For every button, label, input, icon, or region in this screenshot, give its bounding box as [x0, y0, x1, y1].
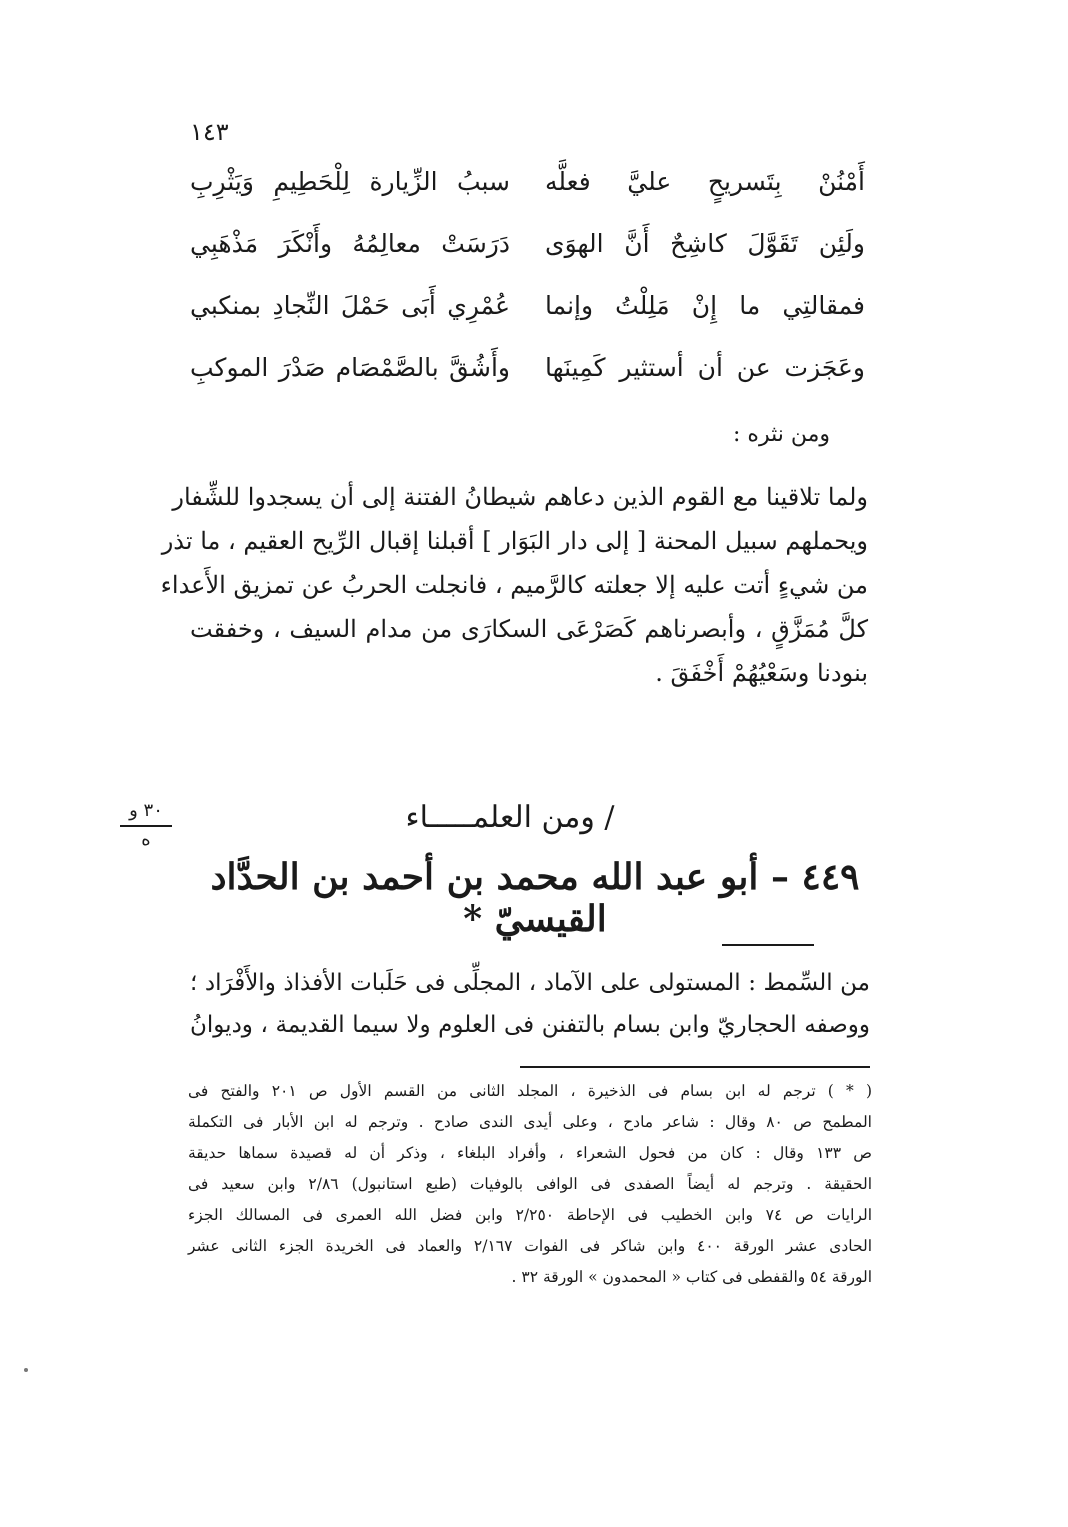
footnote-line: ص ١٣٣ وقال : كان من فحول الشعراء ، وأفراد البلغاء ، وذكر أن له قصيدة سماها حديقة [188, 1144, 872, 1162]
margin-folio-note [120, 800, 172, 850]
verse-line [190, 150, 865, 212]
footnote-line: المطمح ص ٨٠ وقال : شاعر مادح ، وعلى أيدى الندى صادح . وترجم له ابن الأبار فى التكملة [188, 1113, 872, 1131]
prose-paragraph [160, 475, 868, 695]
margin-note-denominator: ه [141, 829, 151, 850]
biography-title: ٤٤٩ – أبو عبد الله محمد بن أحمد بن الحدَّاد القيسيّ * [210, 856, 860, 940]
biography-body [190, 962, 870, 1046]
verse-second-hemistich: عُمْرِي أَبَى حَمْلَ النِّجادِ بمنكبي [190, 290, 510, 320]
footnotes [188, 1076, 872, 1293]
verse-first-hemistich: فمقالتِي ما إِنْ مَلِلْتُ وإنما [545, 290, 865, 320]
poem-verses [190, 150, 865, 398]
footnote-line: الحادى عشر الورقة ٤٠٠ وابن شاكر فى الفوات ٢/١٦٧ والعماد فى الخريدة الجزء الثانى عشر [188, 1237, 872, 1255]
prose-line: من شيءٍ أتت عليه إلا جعلته كالرَّميم ، فانجلت الحربُ عن تمزيق الأَعداء [160, 571, 868, 599]
verse-second-hemistich: سببُ الزِّيارة لِلْحَطِيمِ وَيَثْرِبِ [190, 166, 510, 196]
prose-line: ولما تلاقينا مع القوم الذين دعاهم شيطانُ الفتنة إلى أن يسجدوا للشِّفار [172, 483, 868, 511]
body-line: من السِّمط : المستولى على الآماد ، المجلِّى فى حَلَبات الأفذاذ والأَفْرَاد ؛ [190, 970, 870, 996]
prose-intro: ومن نثره : [733, 422, 830, 447]
footnote-line: الرايات ص ٧٤ وابن الخطيب فى الإحاطة ٢/٢٥٠ وابن فضل الله العمرى فى المسالك الجزء [188, 1206, 872, 1224]
prose-line: كلَّ مُمَزَّقٍ ، وأبصرناهم كَصَرْعَى السكارَى من مدام السيف ، وخفقت [190, 615, 868, 643]
footnote-line: الحقيقة . وترجم له أيضاً الصفدى فى الوافى بالوفيات (طبع استانبول) ٢/٨٦ وابن سعيد فى [188, 1175, 873, 1193]
source-underline [722, 944, 814, 946]
prose-line: ويحملهم سبيل المحنة [ إلى دار البَوَار ] أقبلنا إقبال الرِّيح العقيم ، ما تذر [161, 527, 868, 555]
footnote-line: الورقة ٥٤ والقفطى فى كتاب « المحمدون » الورقة ٣٢ . [511, 1268, 872, 1286]
verse-second-hemistich: دَرَسَتْ معالِمُهُ وأَنْكَرَ مَذْهَبِي [190, 228, 510, 258]
body-line: ووصفه الحجاريّ وابن بسام بالتفنن فى العلوم ولا سيما القديمة ، وديوانُ [190, 1012, 870, 1038]
verse-line [190, 274, 865, 336]
page-number: ١٤٣ [190, 118, 229, 146]
verse-line [190, 212, 865, 274]
verse-first-hemistich: وعَجَزت عن أن أستثير كَمِينَها [545, 352, 865, 382]
scan-speck [24, 1368, 28, 1372]
verse-second-hemistich: وأَشُقَّ بالصَّمْصَام صَدْرَ الموكبِ [190, 352, 510, 382]
section-heading: / ومن العلمـــــاء [405, 800, 615, 835]
footnote-line: ( * ) ترجم له ابن بسام فى الذخيرة ، المجلد الثانى من القسم الأول ص ٢٠١ والفتح فى [188, 1082, 872, 1100]
verse-line [190, 336, 865, 398]
margin-note-numerator: ٣٠ و [120, 800, 172, 827]
prose-line: بنودنا وسَعْيُهُمْ أَخْفَقَ . [655, 659, 868, 687]
verse-first-hemistich: ولَئِن تَقَوَّلَ كاشِحٌ أَنَّ الهوَى [545, 228, 865, 258]
verse-first-hemistich: أَمْنُنْ بِتَسريحٍ عليَّ فعلَّه [545, 166, 865, 196]
footnote-divider [520, 1066, 870, 1068]
